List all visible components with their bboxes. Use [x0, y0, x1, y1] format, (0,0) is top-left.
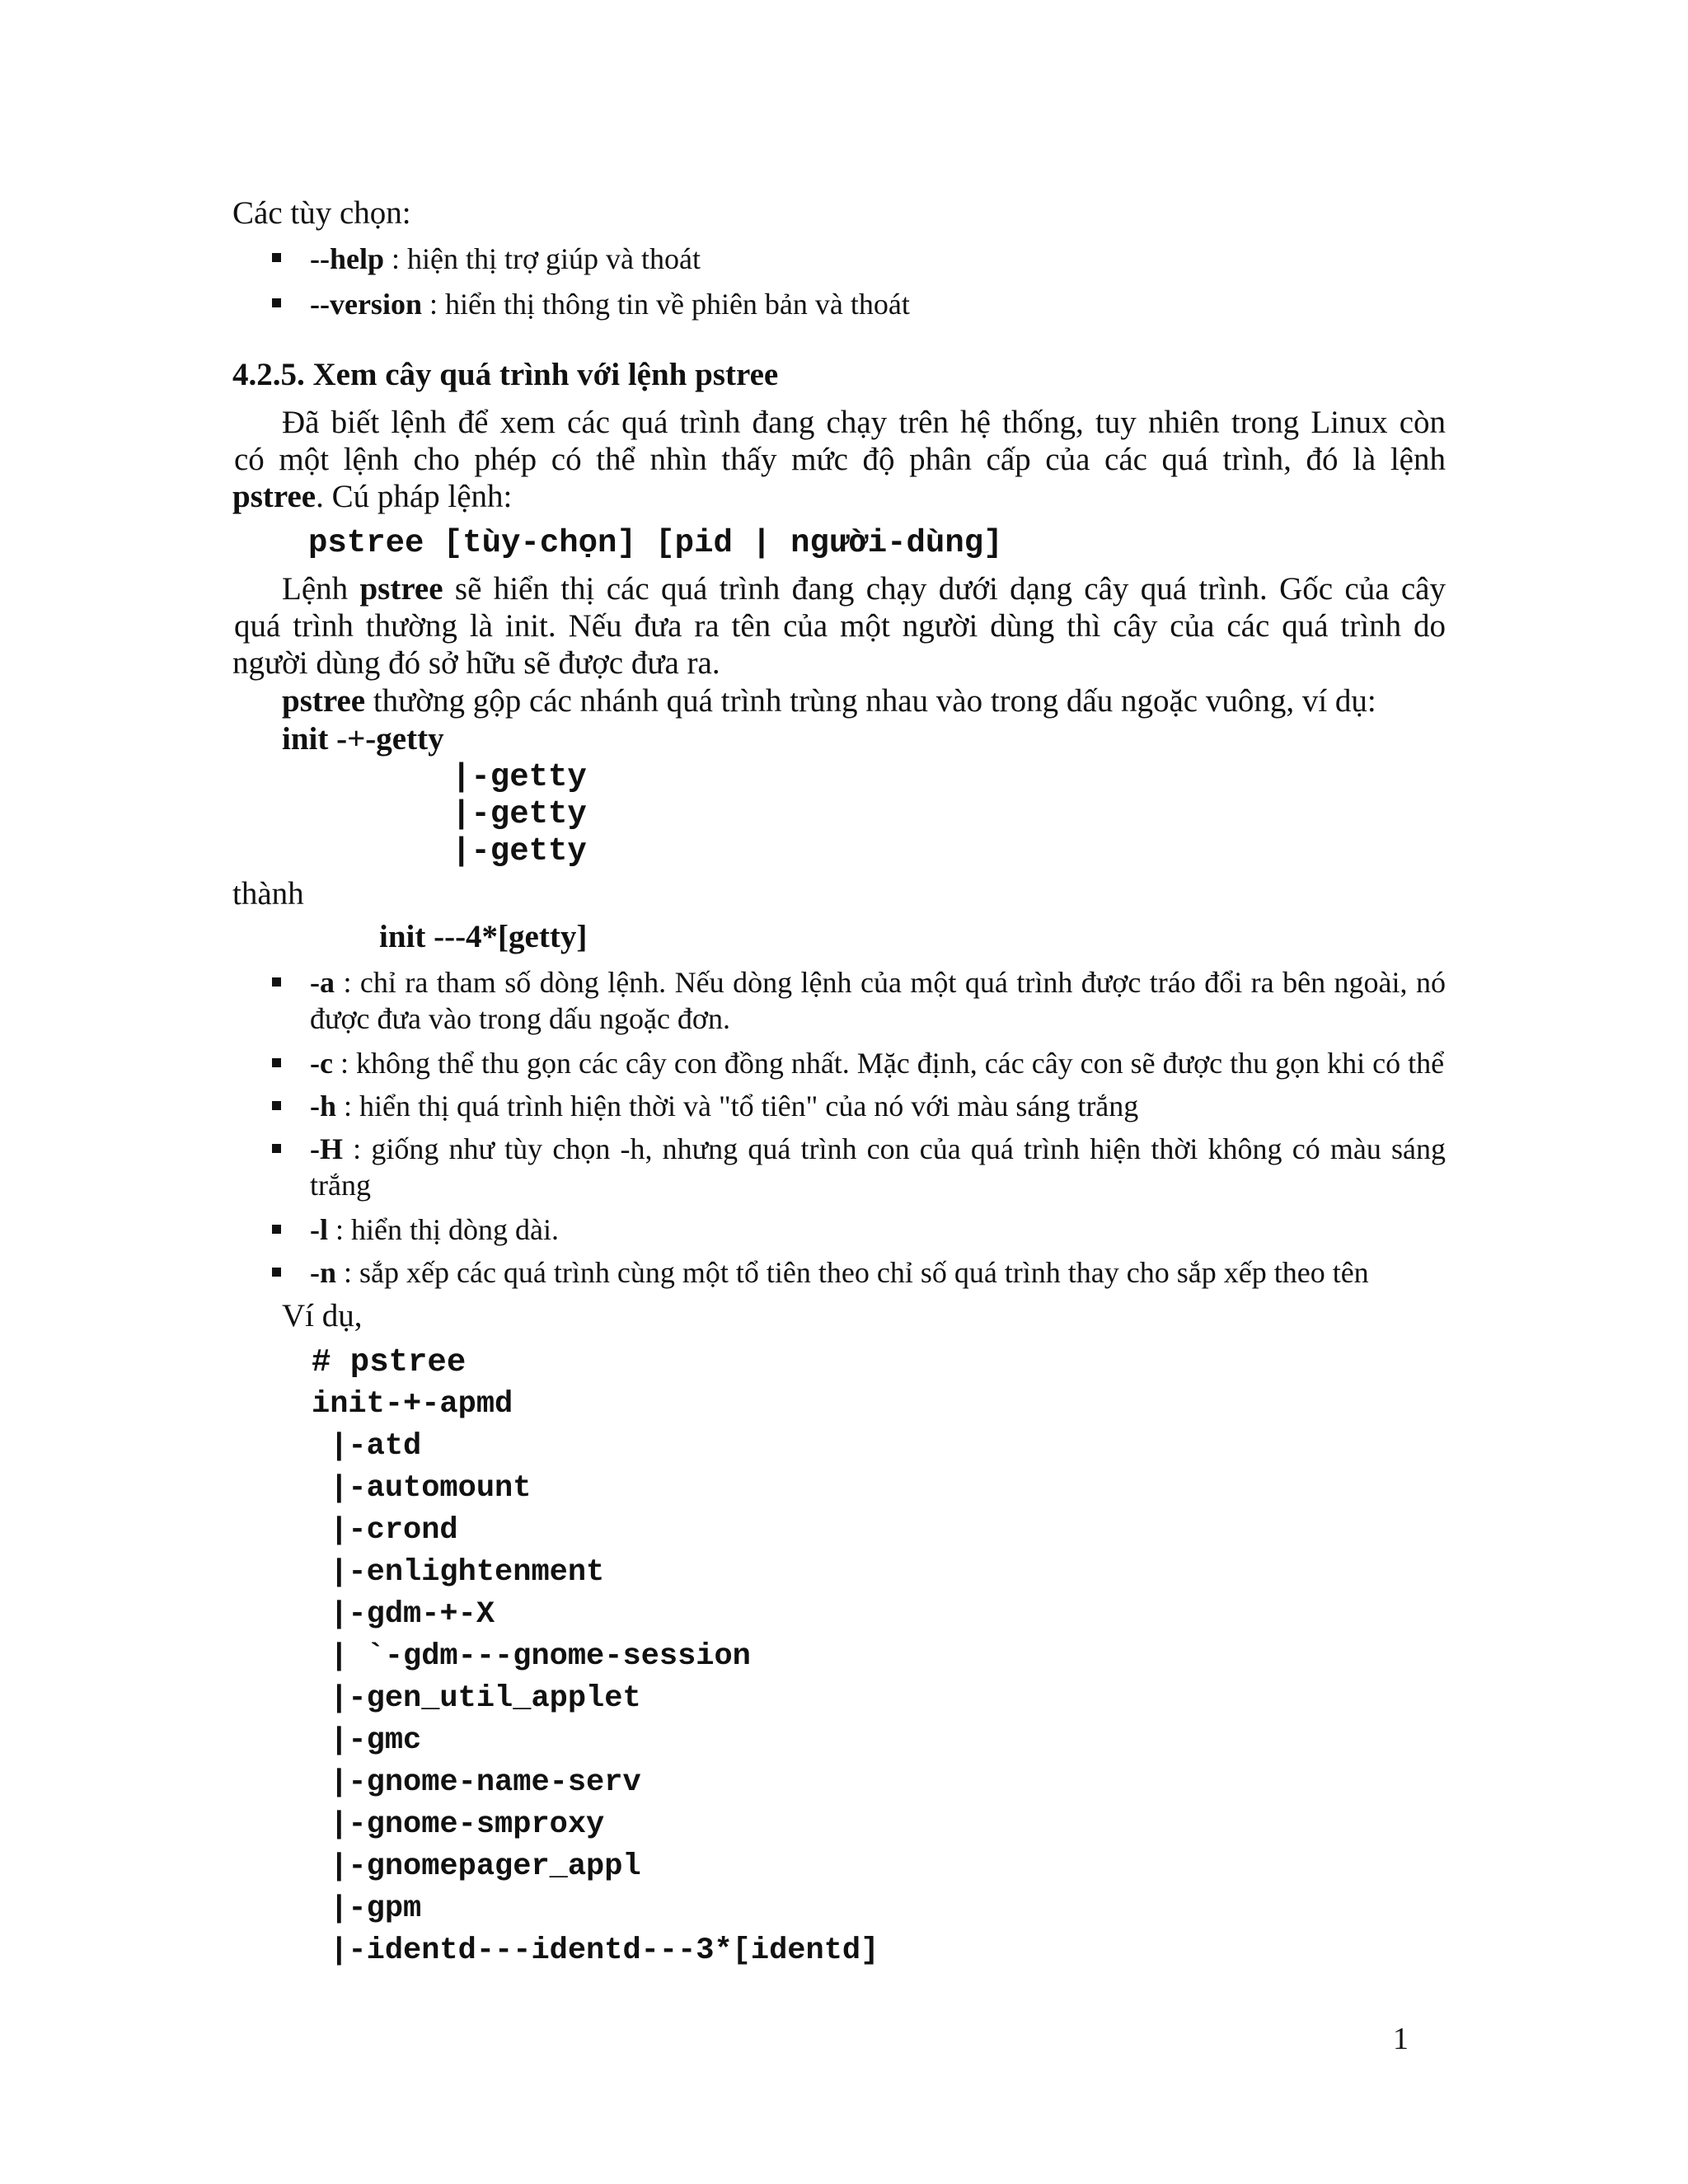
flag-H-cont: trắng	[310, 1169, 371, 1202]
intro-line-3: pstree. Cú pháp lệnh:	[232, 479, 513, 514]
flag-h	[310, 1088, 1138, 1124]
flag-name: -l	[310, 1213, 328, 1246]
desc-line-2: quá trình thường là init. Nếu đưa ra tên của một người dùng thì cây của các quá trình do	[234, 608, 1446, 644]
bullet-marker	[272, 977, 281, 987]
option-flag: --version	[310, 288, 422, 321]
code-line: |-atd	[312, 1429, 422, 1464]
flag-name: -n	[310, 1256, 337, 1289]
flag-desc: : không thể thu gọn các cây con đồng nhất. Mặc định, các cây con sẽ được thu gọn khi có thể	[332, 1047, 1445, 1080]
merge-result: init ---4*[getty]	[379, 919, 588, 954]
flag-name: -H	[310, 1132, 343, 1165]
flag-a-cont: được đưa vào trong dấu ngoặc đơn.	[310, 1002, 730, 1035]
code-line: |-gdm-+-X	[312, 1597, 495, 1632]
code-line: |-gmc	[312, 1723, 422, 1758]
bullet-marker	[272, 298, 281, 307]
flag-a	[310, 964, 1446, 1001]
flag-c	[310, 1045, 1444, 1081]
flag-l	[310, 1212, 559, 1248]
merge-root: init -+-getty	[282, 721, 444, 757]
command-name: pstree	[359, 571, 443, 607]
code-line: |-gnome-smproxy	[312, 1807, 605, 1842]
bullet-marker	[272, 1101, 281, 1110]
bullet-marker	[272, 1058, 281, 1067]
becomes-label: thành	[232, 876, 304, 912]
flag-desc: : hiển thị quá trình hiện thời và "tổ tiên" của nó với màu sáng trắng	[336, 1090, 1139, 1122]
flag-name: -h	[310, 1090, 337, 1122]
flag-desc: : sắp xếp các quá trình cùng một tổ tiên theo chỉ số quá trình thay cho sắp xếp theo tên	[336, 1256, 1369, 1289]
option-flag: --help	[310, 242, 384, 275]
flag-desc: : chỉ ra tham số dòng lệnh. Nếu dòng lệnh của một quá trình được tráo đổi ra bên ngoài, nó	[335, 966, 1446, 999]
code-line: init-+-apmd	[312, 1387, 513, 1422]
bullet-marker	[272, 1225, 281, 1234]
command-name: pstree	[282, 683, 366, 719]
code-line: |-gnome-name-serv	[312, 1765, 641, 1800]
section-heading: 4.2.5. Xem cây quá trình với lệnh pstree	[232, 357, 779, 392]
desc-line-3: người dùng đó sở hữu sẽ được đưa ra.	[232, 645, 720, 681]
bullet-marker	[272, 253, 281, 262]
intro-line-1: Đã biết lệnh để xem các quá trình đang chạy trên hệ thống, tuy nhiên trong Linux còn	[282, 405, 1446, 440]
code-line: |-gen_util_applet	[312, 1681, 641, 1716]
page-number: 1	[1393, 2022, 1409, 2056]
code-line: |-gnomepager_appl	[312, 1849, 641, 1884]
options-intro: Các tùy chọn:	[232, 195, 411, 231]
merge-child: |-getty	[452, 833, 587, 869]
intro-line-2: có một lệnh cho phép có thể nhìn thấy mức độ phân cấp của các quá trình, đó là lệnh	[234, 442, 1446, 477]
merge-child: |-getty	[452, 796, 587, 832]
flag-name: -c	[310, 1047, 333, 1080]
bullet-marker	[272, 1268, 281, 1277]
flag-n	[310, 1254, 1369, 1291]
flag-H	[310, 1131, 1446, 1167]
example-label: Ví dụ,	[282, 1298, 363, 1333]
code-line: |-crond	[312, 1513, 458, 1548]
code-line: |-gpm	[312, 1891, 422, 1926]
code-line: | `-gdm---gnome-session	[312, 1639, 751, 1674]
code-line: |-enlightenment	[312, 1555, 605, 1590]
flag-name: -a	[310, 966, 335, 999]
code-line: |-automount	[312, 1471, 532, 1506]
desc-line-1: Lệnh pstree sẽ hiển thị các quá trình đang chạy dưới dạng cây quá trình. Gốc của cây	[282, 571, 1446, 607]
merge-line: pstree thường gộp các nhánh quá trình trùng nhau vào trong dấu ngoặc vuông, ví dụ:	[282, 683, 1376, 719]
option-desc: : hiện thị trợ giúp và thoát	[384, 242, 701, 275]
code-line: |-identd---identd---3*[identd]	[312, 1933, 879, 1968]
command-name: pstree	[232, 479, 316, 514]
code-line: # pstree	[312, 1344, 467, 1380]
flag-desc: : giống như tùy chọn -h, nhưng quá trình con của quá trình hiện thời không có màu sáng	[343, 1132, 1446, 1165]
merge-child: |-getty	[452, 759, 587, 795]
option-version	[310, 286, 910, 322]
syntax-line: pstree [tùy-chọn] [pid | người-dùng]	[308, 525, 1003, 561]
flag-desc: : hiển thị dòng dài.	[328, 1213, 559, 1246]
bullet-marker	[272, 1144, 281, 1153]
option-desc: : hiển thị thông tin về phiên bản và thoát	[421, 288, 910, 321]
option-help	[310, 241, 701, 277]
